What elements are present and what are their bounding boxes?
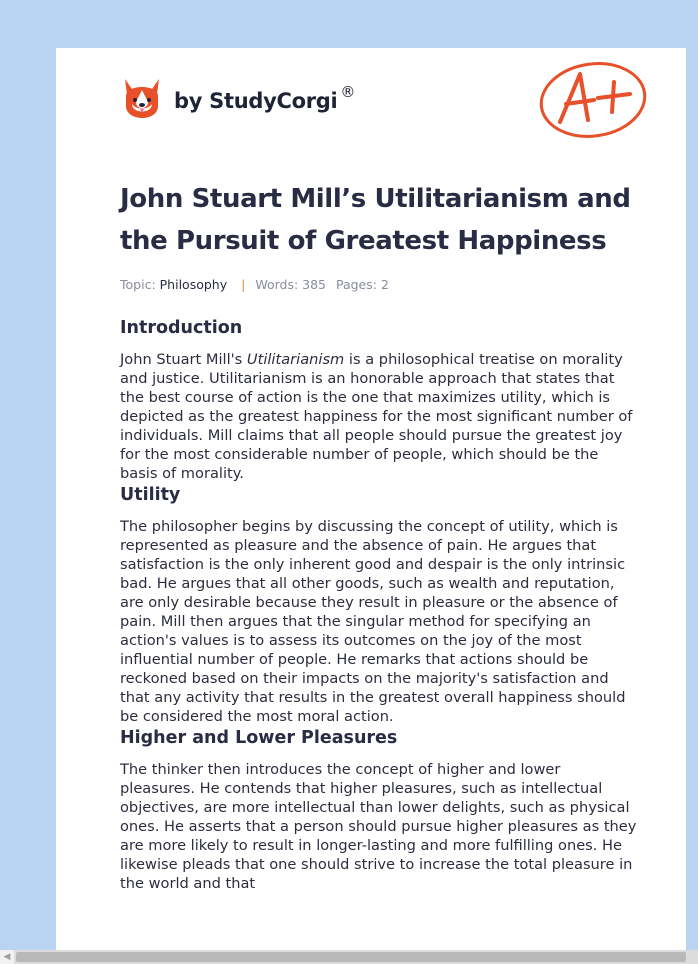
section-paragraph-higher-lower-pleasures: The thinker then introduces the concept of higher and lower pleasures. He contends that higher pleasures, such as intellectual objectives, are more intellectual than lower delights, such as physical ones. He asserts that a person should pursue higher pleasures as they are more likely to result in longer-lasting and more fulfilling ones. He likewise pleads that one should strive to increase the total pleasure in the world and that [120, 761, 637, 892]
section-heading-introduction: Introduction [120, 318, 243, 338]
essay-content [120, 178, 640, 893]
corgi-icon [122, 76, 162, 120]
book-title-italic: Utilitarianism [246, 351, 345, 368]
essay-title: John Stuart Mill’s Utilitarianism and the Pursuit of Greatest Happiness [120, 184, 631, 256]
document-page [56, 48, 686, 950]
section-paragraph-utility: The philosopher begins by discussing the concept of utility, which is represented as pleasure and the absence of pain. He argues that satisfaction is the only inherent good and despair is the only intrinsic bad. He argues that all other goods, such as wealth and reputation, are only desirable because they result in pleasure or the absence of pain. Mill then argues that the singular method for specifying an action's values is to assess its outcomes on the joy of the most influential number of people. He remarks that actions should be reckoned based on their impacts on the majority's satisfaction and that any activity that results in the greatest overall happiness should be considered the most moral action. [120, 518, 626, 725]
topic-label: Topic: [120, 277, 156, 292]
scrollbar-thumb[interactable] [16, 952, 686, 962]
horizontal-scrollbar[interactable] [0, 950, 698, 964]
topic-link[interactable]: Philosophy [159, 277, 228, 292]
scroll-left-arrow-icon[interactable]: ◀ [0, 950, 14, 964]
section-heading-utility: Utility [120, 485, 181, 505]
section-paragraph-introduction: John Stuart Mill's Utilitarianism is a philosophical treatise on morality and justice. Utilitarianism is an honorable approach that states that the best course of action is the one that maximizes utility, which is depicted as the greatest happiness for the most significant number of individuals. Mill claims that all people should pursue the greatest joy for the most considerable number of people, which should be the basis of morality. [120, 351, 633, 482]
essay-meta [120, 277, 640, 292]
brand-name: by StudyCorgi ® [174, 83, 356, 113]
meta-separator: | [241, 277, 246, 292]
grade-a-plus-badge [538, 60, 648, 144]
studycorgi-logo[interactable] [122, 76, 355, 120]
registered-mark: ® [340, 83, 356, 101]
section-heading-higher-lower-pleasures: Higher and Lower Pleasures [120, 728, 398, 748]
word-count: Words: 385 [255, 277, 326, 292]
page-count: Pages: 2 [335, 277, 389, 292]
